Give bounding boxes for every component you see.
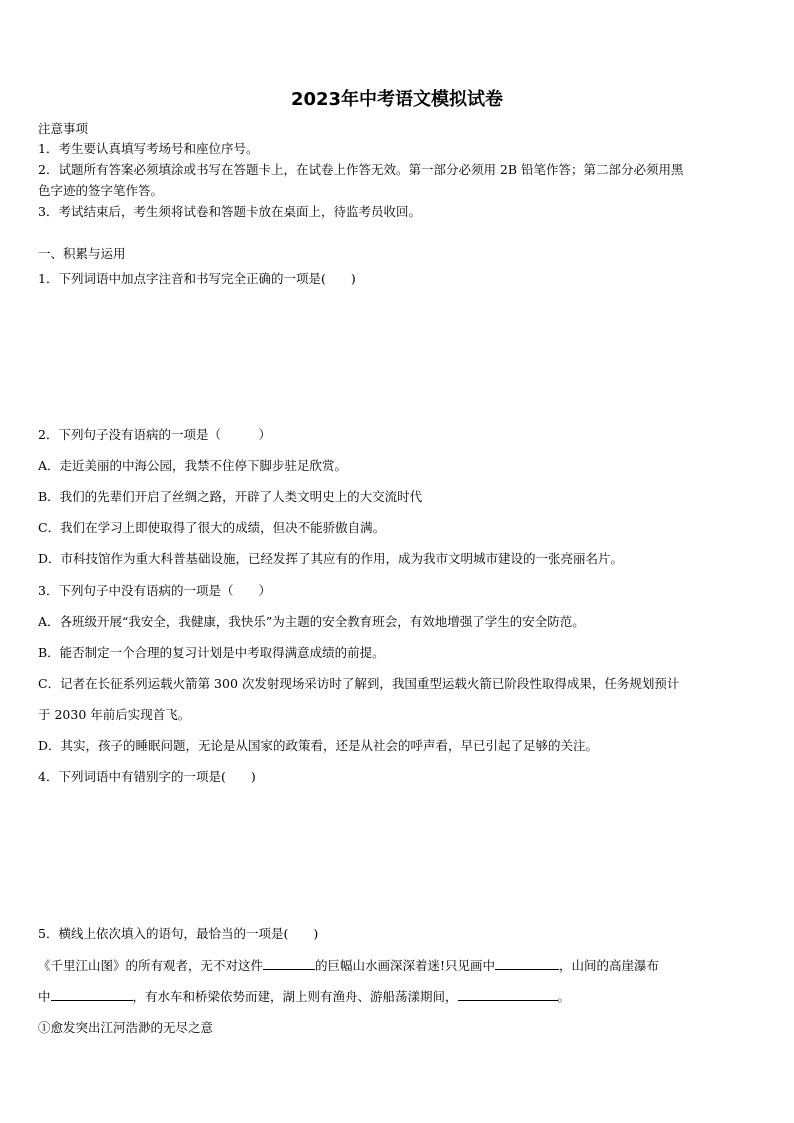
question-5-choice-1: ①愈发突出江河浩渺的无尽之意: [38, 1020, 214, 1035]
question-3-option-c-continued: 于 2030 年前后实现首飞。: [38, 707, 191, 722]
question-3-stem: 3．下列句子中没有语病的一项是（ ）: [38, 583, 271, 598]
notice-item: 2．试题所有答案必须填涂或书写在答题卡上，在试卷上作答无效。第一部分必须用 2B 铅笔作答；第二部分必须用黑: [38, 162, 684, 177]
fill-blank: [263, 957, 315, 970]
question-2-stem: 2．下列句子没有语病的一项是（ ）: [38, 427, 271, 442]
question-3-option-a: A．各班级开展“我安全，我健康，我快乐”为主题的安全教育班会，有效地增强了学生的安全防范。: [38, 614, 585, 629]
question-2-option-c: C．我们在学习上即使取得了很大的成绩，但决不能骄傲自满。: [38, 520, 386, 535]
question-5-passage-line-1: [38, 957, 762, 975]
question-2-option-a: A．走近美丽的中海公园，我禁不住停下脚步驻足欣赏。: [38, 458, 348, 473]
passage-text: 。: [557, 989, 571, 1004]
fill-blank: [458, 988, 558, 1001]
passage-text: ，有水车和桥梁依势而建，湖上则有渔舟、游船荡漾期间，: [132, 989, 458, 1004]
question-3-option-b: B．能否制定一个合理的复习计划是中考取得满意成绩的前提。: [38, 645, 385, 660]
passage-text: 中: [38, 989, 51, 1004]
question-5-passage-line-2: [38, 988, 762, 1006]
passage-text: ，山间的高崖瀑布: [559, 958, 660, 973]
notice-item: 1．考生要认真填写考场号和座位序号。: [38, 141, 259, 156]
question-2-option-b: B．我们的先辈们开启了丝绸之路，开辟了人类文明史上的大交流时代: [38, 489, 423, 504]
question-1-stem: 1．下列词语中加点字注音和书写完全正确的一项是( ): [38, 271, 356, 286]
section-heading: 一、积累与运用: [38, 246, 126, 261]
question-3-option-c: C．记者在长征系列运载火箭第 300 次发射现场采访时了解到，我国重型运载火箭已阶段性取得成果，任务规划预计: [38, 676, 680, 691]
exam-title: 2023年中考语文模拟试卷: [290, 89, 504, 110]
question-3-option-d: D．其实，孩子的睡眠问题，无论是从国家的政策看，还是从社会的呼声看，早已引起了足够的关注。: [38, 738, 599, 753]
question-4-stem: 4．下列词语中有错别字的一项是( ): [38, 769, 256, 784]
question-2-option-d: D．市科技馆作为重大科普基础设施，已经发挥了其应有的作用，成为我市文明城市建设的一张亮丽名片。: [38, 551, 624, 566]
fill-blank: [495, 957, 559, 970]
fill-blank: [51, 988, 133, 1001]
question-5-stem: 5．横线上依次填入的语句，最恰当的一项是( ): [38, 926, 319, 941]
passage-text: 的巨幅山水画深深着迷!只见画中: [315, 958, 496, 973]
notice-heading: 注意事项: [38, 121, 89, 136]
passage-text: 《千里江山图》的所有观者，无不对这件: [38, 958, 264, 973]
notice-item: 3．考试结束后，考生须将试卷和答题卡放在桌面上，待监考员收回。: [38, 204, 421, 219]
notice-item: 色字迹的签字笔作答。: [38, 183, 164, 198]
